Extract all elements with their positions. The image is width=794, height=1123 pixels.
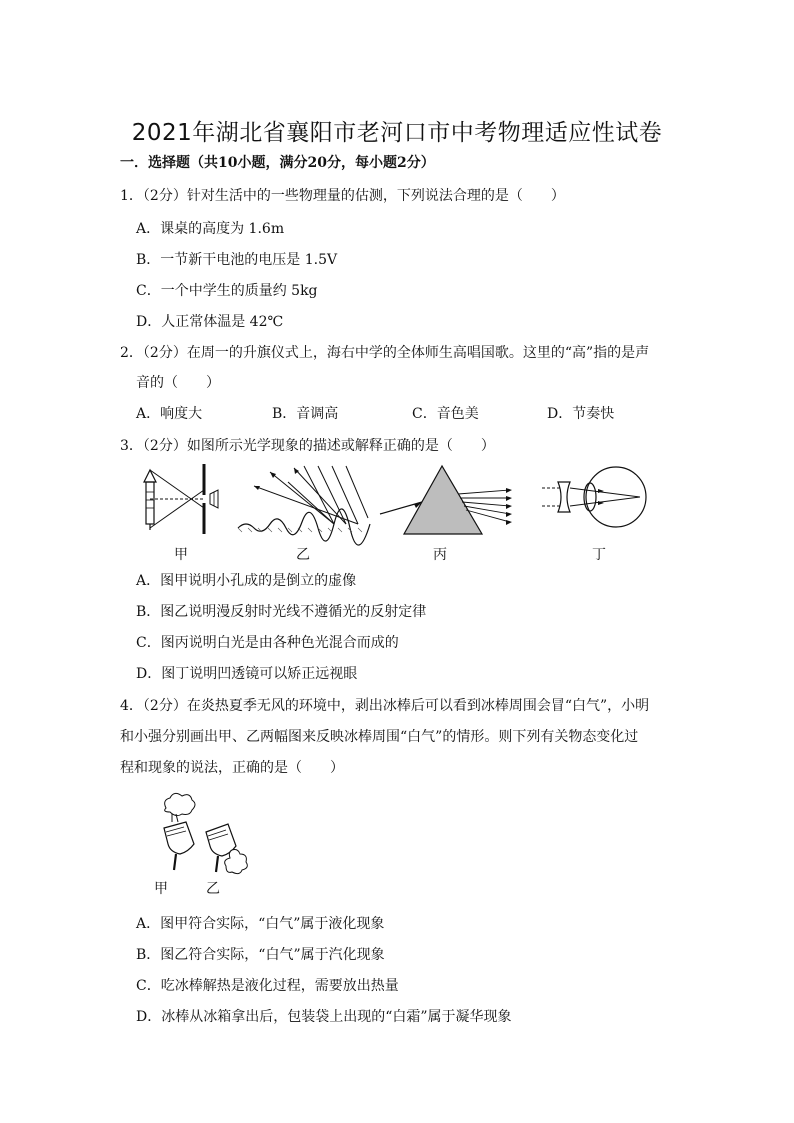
question-2-option-b: B．音调高 [272,406,339,422]
question-3-option-c: C．图丙说明白光是由各种色光混合而成的 [136,635,399,651]
question-2-option-a: A．响度大 [136,406,203,422]
question-4-option-a: A．图甲符合实际，“白气”属于液化现象 [136,916,385,932]
question-2-stem-line1: 2．（2分）在周一的升旗仪式上，海右中学的全体师生高唱国歌。这里的“高”指的是声 [120,345,650,361]
page-title: 2021年湖北省襄阳市老河口市中考物理适应性试卷 [131,120,663,146]
figure-caption-yi: 乙 [296,547,310,563]
figure-caption-bing: 丙 [433,547,447,563]
figure-caption-jia: 甲 [174,547,188,563]
question-1-option-a: A．课桌的高度为 1.6m [136,221,285,237]
question-1-stem: 1．（2分）针对生活中的一些物理量的估测，下列说法合理的是（ ） [120,188,565,204]
question-3-stem: 3．（2分）如图所示光学现象的描述或解释正确的是（ ） [120,438,495,454]
question-4-option-c: C．吃冰棒解热是液化过程，需要放出热量 [136,978,399,994]
question-2-option-d: D．节奏快 [547,406,615,422]
question-4-stem-line3: 程和现象的说法，正确的是（ ） [120,760,344,776]
section-heading: 一．选择题（共10小题，满分20分，每小题2分） [120,155,435,171]
question-4-option-b: B．图乙符合实际，“白气”属于汽化现象 [136,947,385,963]
figure-caption-ding: 丁 [592,547,606,563]
question-4-stem-line2: 和小强分别画出甲、乙两幅图来反映冰棒周围“白气”的情形。则下列有关物态变化过 [120,729,639,745]
question-3-option-b: B．图乙说明漫反射时光线不遵循光的反射定律 [136,604,427,620]
figure-popsicle-vapor [142,792,252,878]
figure-caption-popsicle-yi: 乙 [206,881,220,897]
figure-diffuse-reflection [234,462,374,534]
figure-prism-dispersion [380,462,530,538]
figure-eye-lens [540,462,650,536]
question-4-option-d: D．冰棒从冰箱拿出后，包装袋上出现的“白霜”属于凝华现象 [136,1009,512,1025]
question-2-stem-line2: 音的（ ） [136,375,220,391]
question-1-option-c: C．一个中学生的质量约 5kg [136,283,318,299]
question-4-stem-line1: 4．（2分）在炎热夏季无风的环境中，剥出冰棒后可以看到冰棒周围会冒“白气”，小明 [120,698,650,714]
figure-caption-popsicle-jia: 甲 [154,881,168,897]
question-3-option-d: D．图丁说明凹透镜可以矫正远视眼 [136,666,358,682]
question-2-option-c: C．音色美 [412,406,479,422]
question-1-option-d: D．人正常体温是 42℃ [136,314,284,330]
question-3-option-a: A．图甲说明小孔成的是倒立的虚像 [136,573,357,589]
question-1-option-b: B．一节新干电池的电压是 1.5V [136,252,338,268]
figure-pinhole-imaging [136,462,226,542]
